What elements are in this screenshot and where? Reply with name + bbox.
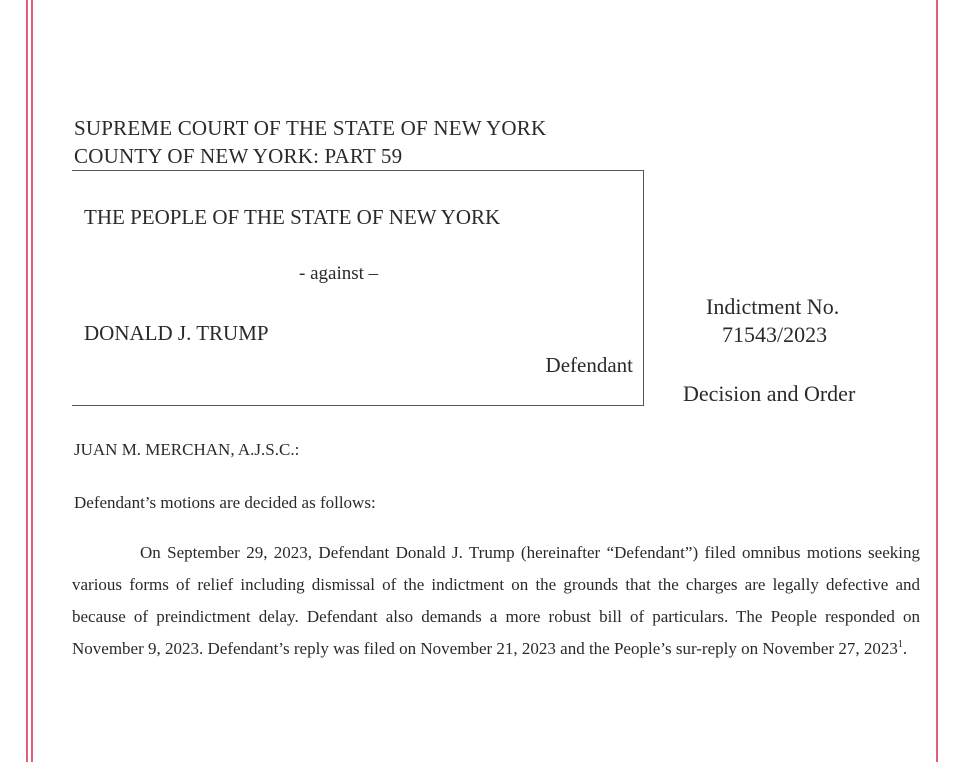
footnote-reference[interactable]: 1 (897, 639, 903, 650)
judge-name: JUAN M. MERCHAN, A.J.S.C.: (74, 440, 300, 459)
court-name-line1: SUPREME COURT OF THE STATE OF NEW YORK (74, 116, 547, 140)
indictment-label: Indictment No. (706, 294, 840, 319)
against-text: - against – (299, 263, 379, 284)
defendant-name: DONALD J. TRUMP (84, 321, 269, 345)
left-margin-rule-inner (31, 0, 33, 762)
body-paragraph (72, 537, 920, 665)
plaintiff-name: THE PEOPLE OF THE STATE OF NEW YORK (84, 205, 501, 229)
defendant-role: Defendant (545, 353, 633, 377)
paragraph-text: On September 29, 2023, Defendant Donald J. Trump (hereinafter “Defendant”) filed omnibus motions seeking various forms of relief including dismissal of the indictment on the grounds that the charges are legally defective and because of preindictment delay. Defendant also demands a more robust bill of particulars. The People responded on November 9, 2023. Defendant’s reply was filed on November 21, 2023 and the People’s sur-reply on November 27, 2023 (72, 543, 920, 658)
document-type: Decision and Order (683, 381, 856, 406)
right-margin-rule (936, 0, 938, 762)
court-name-line2: COUNTY OF NEW YORK: PART 59 (74, 144, 403, 168)
intro-sentence: Defendant’s motions are decided as follows: (74, 493, 376, 512)
left-margin-rule (26, 0, 28, 762)
indictment-number: 71543/2023 (722, 322, 828, 347)
paragraph-end: . (902, 639, 908, 658)
case-caption-box (72, 170, 644, 406)
